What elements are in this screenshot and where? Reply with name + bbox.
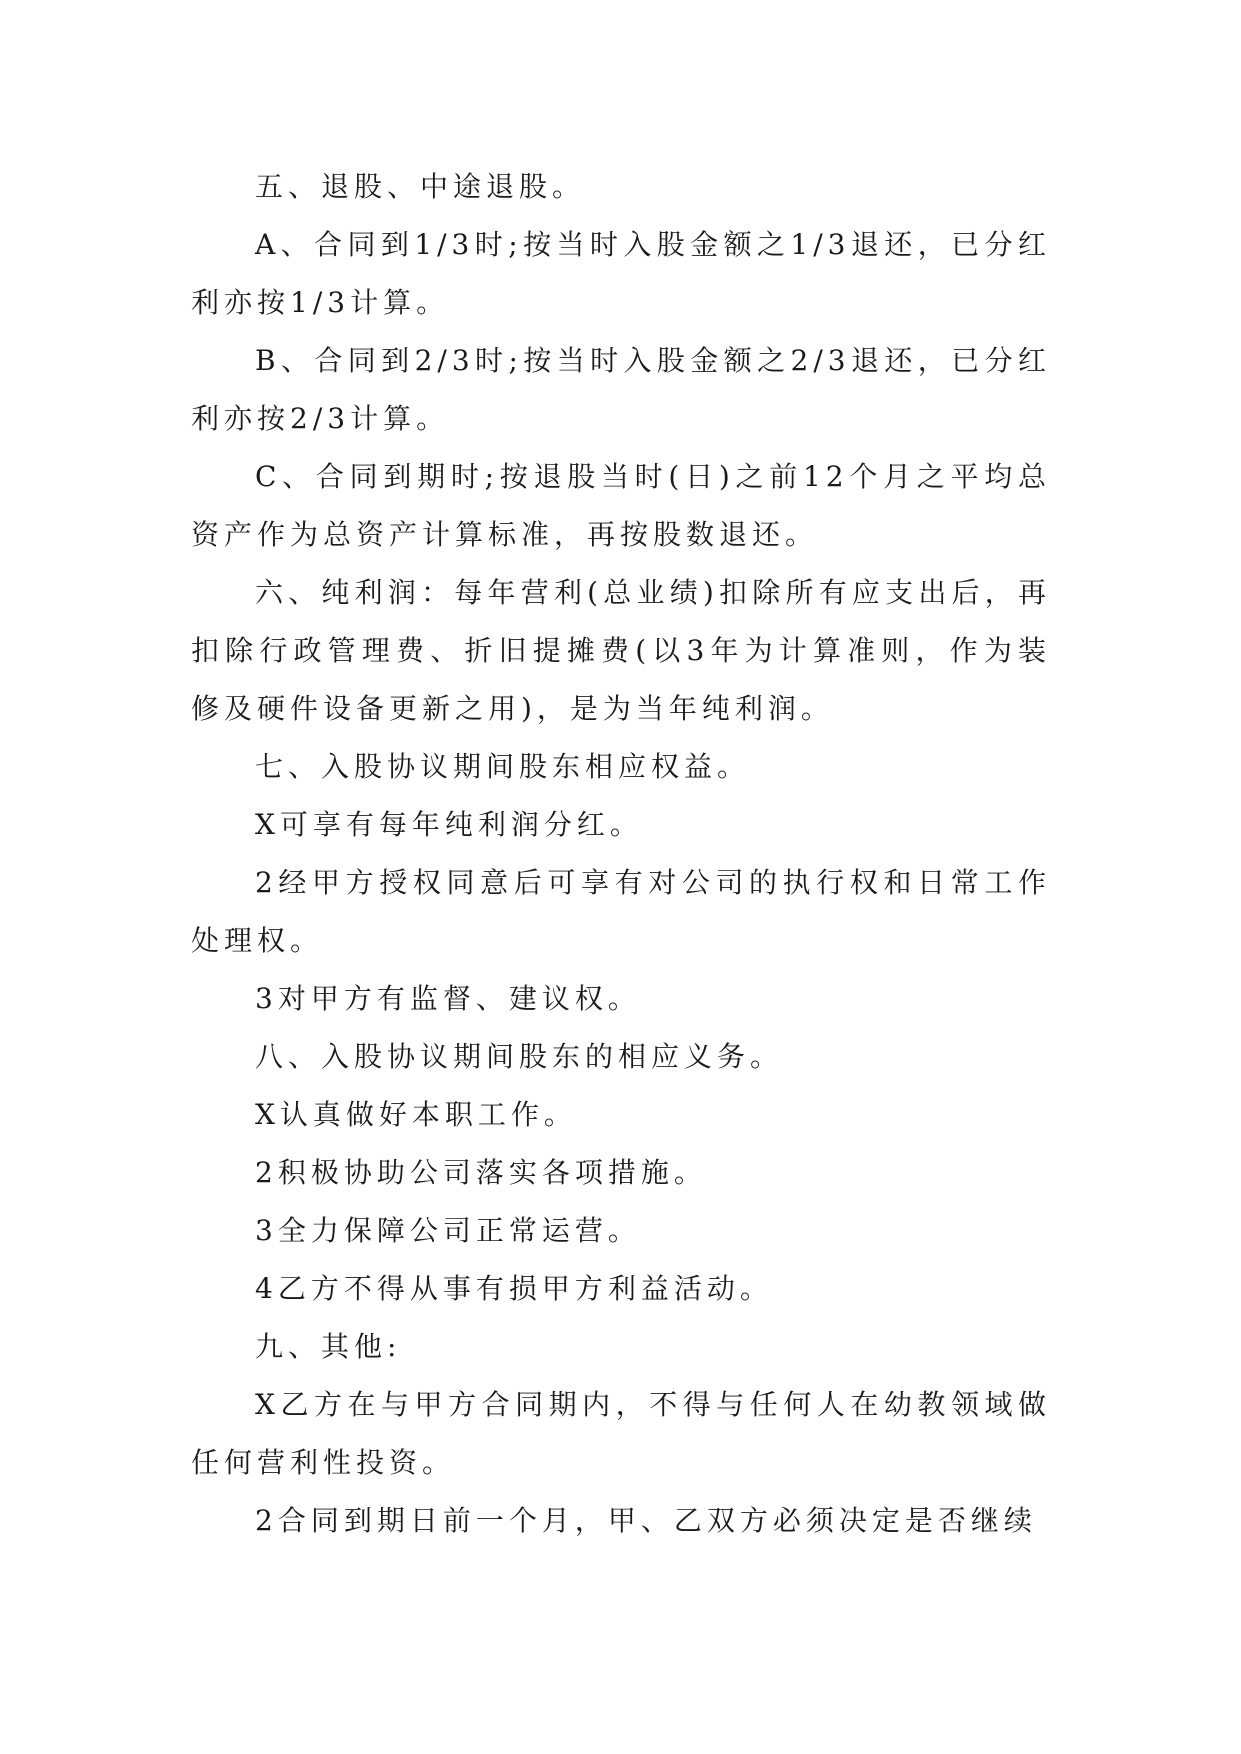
clause-9-1: X乙方在与甲方合同期内，不得与任何人在幼教领域做任何营利性投资。 — [191, 1388, 1051, 1479]
section-6-net-profit: 六、纯利润：每年营利(总业绩)扣除所有应支出后，再扣除行政管理费、折旧提摊费(以3年为计算准则，作为装修及硬件设备更新之用)，是为当年纯利润。 — [191, 576, 1051, 725]
clause-8-4: 4乙方不得从事有损甲方利益活动。 — [255, 1272, 773, 1305]
clause-8-1: X认真做好本职工作。 — [255, 1098, 577, 1131]
clause-5b: B、合同到2/3时;按当时入股金额之2/3退还，已分红利亦按2/3计算。 — [191, 344, 1051, 435]
section-8-heading: 八、入股协议期间股东的相应义务。 — [255, 1040, 784, 1073]
clause-8-2: 2积极协助公司落实各项措施。 — [255, 1156, 707, 1189]
section-9-heading: 九、其他: — [255, 1330, 402, 1363]
document-body — [191, 158, 1051, 1550]
clause-7-3: 3对甲方有监督、建议权。 — [255, 982, 641, 1015]
clause-9-2: 2合同到期日前一个月，甲、乙双方必须决定是否继续 — [255, 1504, 1037, 1537]
section-7-heading: 七、入股协议期间股东相应权益。 — [255, 750, 751, 783]
clause-5c: C、合同到期时;按退股当时(日)之前12个月之平均总资产作为总资产计算标准，再按股数退还。 — [191, 460, 1051, 551]
clause-7-2: 2经甲方授权同意后可享有对公司的执行权和日常工作处理权。 — [191, 866, 1051, 957]
clause-7-1: X可享有每年纯利润分红。 — [255, 808, 643, 841]
clause-8-3: 3全力保障公司正常运营。 — [255, 1214, 641, 1247]
section-5-heading: 五、退股、中途退股。 — [255, 170, 586, 203]
clause-5a: A、合同到1/3时;按当时入股金额之1/3退还，已分红利亦按1/3计算。 — [191, 228, 1051, 319]
